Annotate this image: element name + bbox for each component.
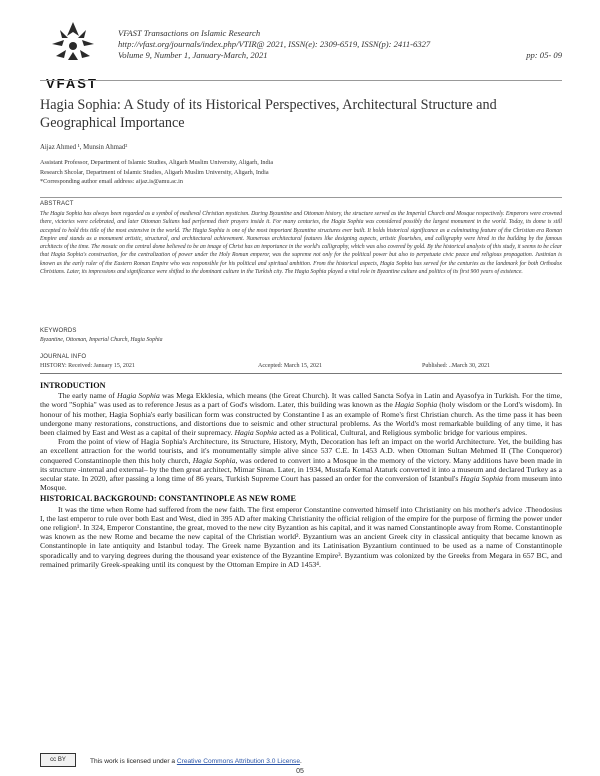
license-line: This work is licensed under a Creative Commons Attribution 3.0 License. xyxy=(90,758,302,765)
affiliation-2: Research Shcolar, Department of Islamic Studies, Aligarh Muslim University, Aligarh, India xyxy=(40,168,269,176)
intro-heading: INTRODUCTION xyxy=(40,381,106,390)
cc-license-badge[interactable]: cc BY xyxy=(40,753,76,767)
intro-paragraph-2: From the point of view of Hagia Sophia's Architecture, its Structure, History, Myth, Decoration has left an impact on the world Architecture. Yet, the building has an excellent attraction for the world tourists, and it's monumentally simple alive since 537 C.E. In 1453 A.D. when Ottoman Sultan Mehmed II (The Conqueror) conquered Constantinople then this holy church, Hagia Sophia, was ordered to convert into a Mosque in the memory of the victory. Many additions have been made in its structure -internal and external– by the then great architect, Mimar Sinan. Later, in 1934, Mustafa Kemal Ataturk converted it into a museum and declared Turkey as a secular state. In 2020, after passing a long time of 86 years, Turkish Supreme Court has passed an order for the conversion of Istanbul's Hagia Sophia from museum into Mosque. xyxy=(40,437,563,493)
journal-info xyxy=(118,28,430,61)
logo-text: VFAST xyxy=(46,76,98,91)
affiliations xyxy=(40,158,273,187)
journal-volume: Volume 9, Number 1, January-March, 2021 xyxy=(118,50,268,60)
history-accepted: Accepted: March 15, 2021 xyxy=(258,363,322,369)
historical-paragraph-1: It was the time when Rome had suffered from the new faith. The first emperor Constantine converted himself into Christianity on his mother's advice .Theodosius I, the last emperor to rule over both East and West, died in 395 AD after making Christianity the official religion of the empire for the purpose of firming the power under one religion¹. In 324, Emperor Constantine, the great, moved to the new city Byzantion as his capital, and it was named Constantinople away from Rome. Constantinople was known as the new Rome and became the new capital of the Christian world². Byzantium was an ancient Greek city in classical antiquity that became known as Constantinople in late antiquity and Istanbul today. The Greek name Byzantion and its Latinisation Byzantium continued to be used as a name of Constantinople sporadically and to varying degrees during the thousand year existence of the Byzantine Empire³. Byzantium was colonized by the Greeks from Megara in 657 BC, and remained primarily Greek-speaking until its conquest by the Ottoman Empire in AD 1453⁴. xyxy=(40,504,562,569)
license-link[interactable]: Creative Commons Attribution 3.0 License xyxy=(176,758,301,765)
page-number: 05 xyxy=(296,768,304,775)
page-range: pp: 05- 09 xyxy=(526,50,562,60)
journal-info-label: JOURNAL INFO xyxy=(40,354,87,360)
journal-header xyxy=(40,18,562,91)
historical-heading: HISTORICAL BACKGROUND: CONSTANTINOPLE AS NEW ROME xyxy=(40,494,296,504)
history-published: Published: ..March 30, 2021 xyxy=(422,363,490,369)
journal-url-issn[interactable]: http://vfast.org/journals/index.php/VTIR@ 2021, ISSN(e): 2309-6519, ISSN(p): 2411-6327 xyxy=(118,39,431,49)
affiliation-1: Assistant Professor, Department of Islamic Studies, Aligarh Muslim University, Aligarh, India xyxy=(40,159,274,166)
abstract-text: The Hagia Sophia has always been regarded as a symbol of medieval Christian mysticism. During Byzantine and Ottoman history, the structure served as the Imperial Church and Mosque respectively. Emperors were crowned there, victories were celebrated, and later Ottoman Sultans had performed their prayers inside it. For many centuries, the Hagia Sophia was considered possibly the largest monument in the world. Today, its dome is still accepted to hold this title of the most extensive in the world. The Hagia Sophia is one of the most important Byzantine structures ever built. It holds historical significance as a culminating feature of the Christian era Roman Empire and stands as a monument artistic, structural, and architectural achievement. Numerous architectural features like designing aspects, artistic flourishes, and calligraphy were hired in the building by the famous architects of the time. The mosaic on the central dome believed to be an image of Christ has an importance in the world's calligraphy, which was also covered by gold. By the historical analysis of this study, it seems to be clear that Hagia Sophia's construction, for the centralization of power under the Holy Roman emperor, was the supreme not only for the political power but also to perpetuate civic peace and religious propagation. Justinian is known as the early ruler of the Eastern Roman Empire who was responsible for his political and spiritual ambition. From the historical aspects, Hagia Sophia has served for the centuries as the landmark for both Orthodox Christians. Later, its impressions and significance were shifted to the dominant culture in the Turkish city. The Hagia Sophia played a vital role in Byzantine culture and politics of its first 900 years of existence. xyxy=(40,211,562,276)
paper-authors: Aijaz Ahmed ¹, Munsin Ahmad² xyxy=(40,144,128,151)
paper-body xyxy=(40,381,562,569)
keywords-text: Byzantine, Ottoman, Imperial Church, Hagia Sophia xyxy=(40,337,163,343)
header-divider xyxy=(40,80,562,81)
abstract-divider xyxy=(40,197,562,198)
intro-paragraph-1: The early name of Hagia Sophia was Mega Ekklesia, which means (the Great Church). It was called Sancta Sofya in Latin and Ayasofya in Turkish. For the time, the word "Sophia" was used as to reference Jesus as a part of God's wisdom. Later, this building was known as the Hagia Sophia (holy wisdom or the Lord's wisdom). In honour of his mother, Hagia Sophia's early basilican form was constructed by Constantine I as an example of Rome's first Christian church. As the time pass it has been undergone many restorations, constructions, and distortions due to seismic and other structural problems. As the World's most remarkable building of any time, it has been claimed by East and West as a capital of their supremacy. Hagia Sophia acted as a Political, Cultural, and Religious symbolic bridge for various empires. xyxy=(40,391,562,438)
corresponding-email[interactable]: *Corresponding author email address: aijaz.is@amu.ac.in xyxy=(40,178,183,186)
paper-title: Hagia Sophia: A Study of its Historical Perspectives, Architectural Structure and Geographical Importance xyxy=(40,97,497,131)
vfast-logo-icon xyxy=(42,18,104,80)
body-divider xyxy=(40,373,562,374)
journal-name: VFAST Transactions on Islamic Research xyxy=(118,28,261,38)
abstract-label: ABSTRACT xyxy=(40,201,74,207)
keywords-label: KEYWORDS xyxy=(40,328,77,334)
history-received: HISTORY: Received: January 15, 2021 xyxy=(40,363,135,369)
